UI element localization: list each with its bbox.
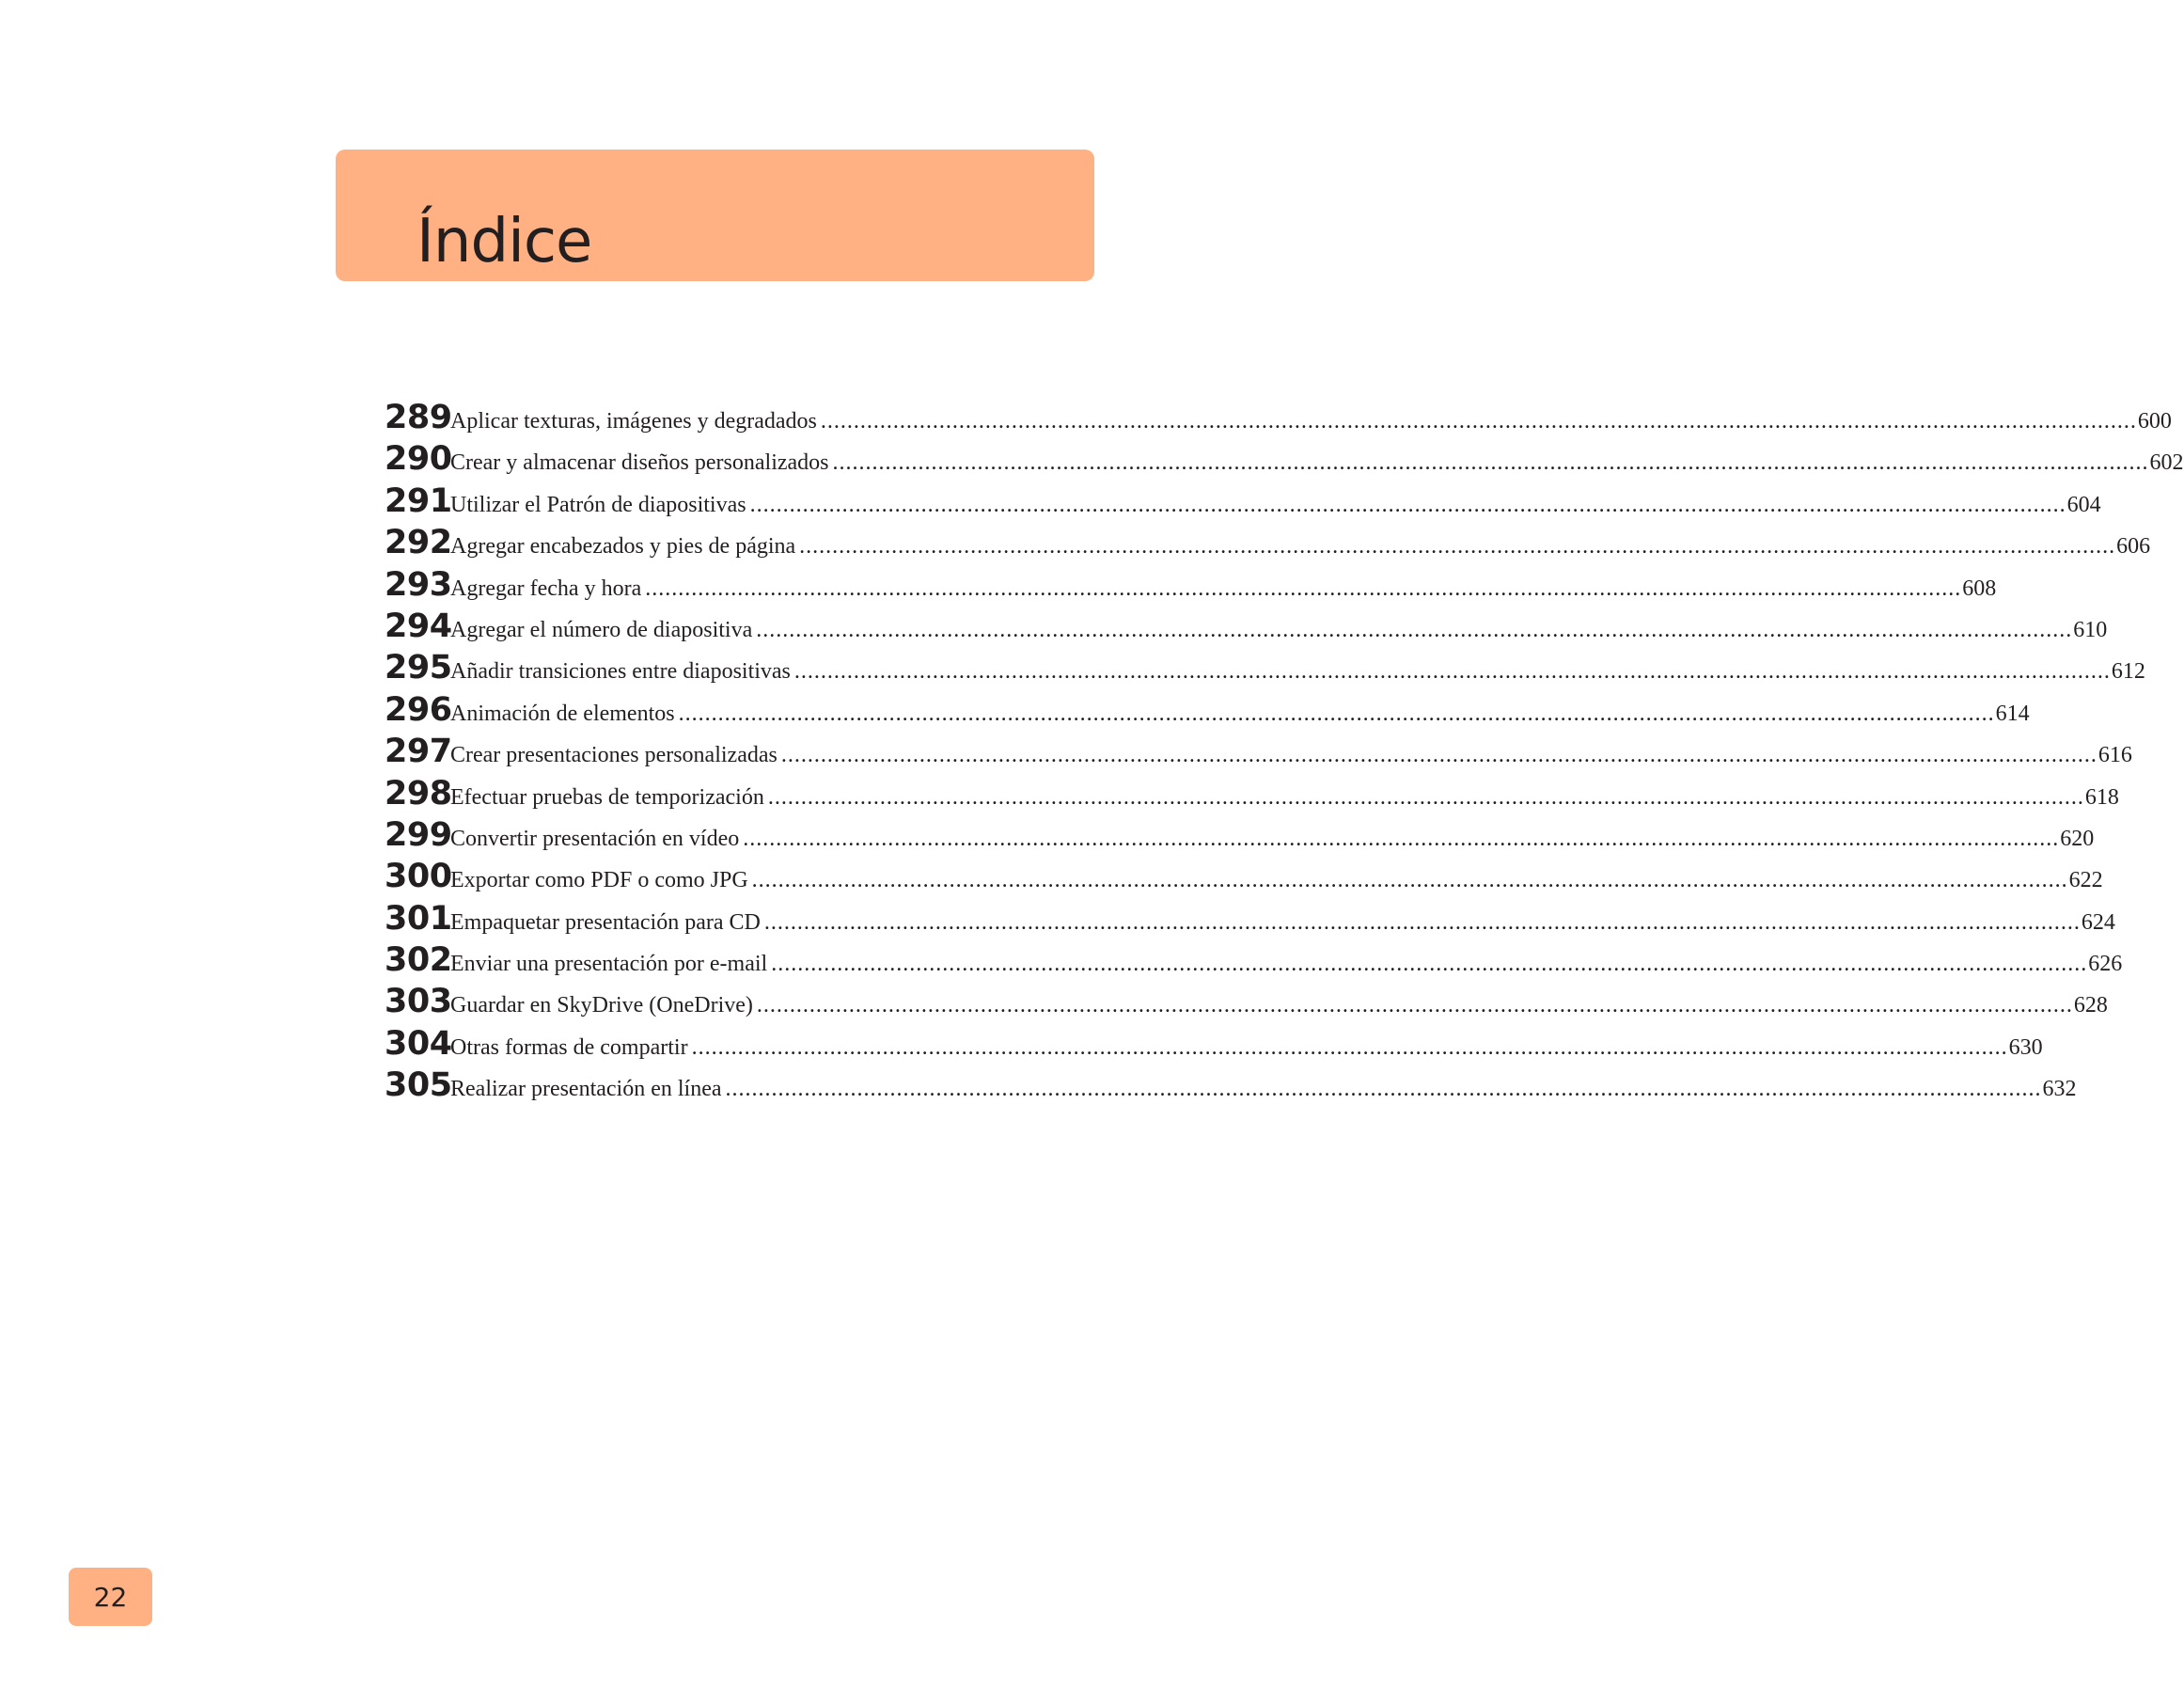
toc-entry-title: Utilizar el Patrón de diapositivas <box>450 492 746 517</box>
toc-entry-title: Aplicar texturas, imágenes y degradados <box>450 409 817 434</box>
toc-entry-title: Añadir transiciones entre diapositivas <box>450 659 791 685</box>
toc-entry-title: Enviar una presentación por e-mail <box>450 952 768 977</box>
toc-entry-title: Agregar el número de diapositiva <box>450 617 753 642</box>
toc-entry-page: 624 <box>2081 909 2115 935</box>
toc-entry-number: 300 <box>385 858 452 896</box>
toc-entry-title: Convertir presentación en vídeo <box>450 826 740 851</box>
toc-entry[interactable] <box>385 481 2101 524</box>
toc-entry-page: 614 <box>1995 701 2030 726</box>
toc-entry-title: Empaquetar presentación para CD <box>450 909 761 935</box>
table-of-contents <box>385 399 2184 1109</box>
toc-entry-page: 618 <box>2084 784 2119 810</box>
toc-entry-number: 305 <box>385 1066 452 1105</box>
toc-leader-dots: ........................................................................................................................................................................................................ <box>749 492 2066 517</box>
toc-entry-number: 293 <box>385 565 452 604</box>
toc-entry-title: Animación de elementos <box>450 701 675 726</box>
toc-entry-page: 628 <box>2073 993 2108 1018</box>
toc-entry[interactable] <box>385 1066 2077 1108</box>
page-number-badge <box>69 1568 152 1626</box>
toc-entry-title: Guardar en SkyDrive (OneDrive) <box>450 993 753 1018</box>
toc-entry[interactable] <box>385 815 2095 858</box>
toc-entry[interactable] <box>385 690 2030 733</box>
toc-entry-page: 616 <box>2098 743 2132 768</box>
toc-leader-dots: ........................................................................................................................................................................................................ <box>799 534 2116 560</box>
toc-leader-dots: ........................................................................................................................................................................................................ <box>771 952 2088 977</box>
toc-entry[interactable] <box>385 524 2151 565</box>
toc-entry-number: 296 <box>385 690 452 729</box>
toc-entry[interactable] <box>385 941 2123 983</box>
toc-entry-number: 290 <box>385 440 452 479</box>
toc-entry-page: 606 <box>2116 534 2151 560</box>
toc-entry-page: 630 <box>2008 1034 2043 1060</box>
toc-entry[interactable] <box>385 607 2108 649</box>
page-title: Índice <box>416 207 592 276</box>
toc-entry-number: 303 <box>385 983 452 1021</box>
toc-entry[interactable] <box>385 565 1997 607</box>
toc-leader-dots: ........................................................................................................................................................................................................ <box>678 701 1995 726</box>
toc-entry[interactable] <box>385 440 2184 481</box>
toc-entry-title: Agregar fecha y hora <box>450 576 642 601</box>
toc-entry-number: 289 <box>385 399 452 436</box>
toc-leader-dots: ........................................................................................................................................................................................................ <box>756 993 2073 1018</box>
toc-entry-number: 291 <box>385 481 452 520</box>
toc-leader-dots: ........................................................................................................................................................................................................ <box>756 617 2073 642</box>
toc-entry-number: 298 <box>385 774 452 813</box>
toc-entry[interactable] <box>385 649 2145 690</box>
toc-entry-page: 622 <box>2068 868 2103 893</box>
toc-entry-number: 299 <box>385 815 452 854</box>
toc-entry[interactable] <box>385 399 2172 440</box>
toc-entry[interactable] <box>385 1024 2043 1066</box>
toc-leader-dots: ........................................................................................................................................................................................................ <box>743 826 2060 851</box>
toc-entry-page: 626 <box>2088 952 2123 977</box>
toc-entry-page: 610 <box>2073 617 2108 642</box>
toc-entry-page: 604 <box>2066 492 2101 517</box>
toc-leader-dots: ........................................................................................................................................................................................................ <box>793 659 2111 685</box>
toc-entry-page: 620 <box>2060 826 2095 851</box>
toc-entry-number: 295 <box>385 649 452 687</box>
page-number: 22 <box>93 1581 128 1613</box>
toc-entry-title: Exportar como PDF o como JPG <box>450 868 748 893</box>
toc-entry-title: Crear presentaciones personalizadas <box>450 743 778 768</box>
toc-entry-title: Otras formas de compartir <box>450 1034 688 1060</box>
toc-entry-title: Agregar encabezados y pies de página <box>450 534 796 560</box>
toc-leader-dots: ........................................................................................................................................................................................................ <box>691 1034 2008 1060</box>
toc-entry[interactable] <box>385 858 2103 899</box>
toc-entry-title: Efectuar pruebas de temporización <box>450 784 764 810</box>
title-banner <box>336 150 1094 281</box>
toc-entry[interactable] <box>385 983 2108 1024</box>
toc-leader-dots: ........................................................................................................................................................................................................ <box>820 409 2137 434</box>
toc-leader-dots: ........................................................................................................................................................................................................ <box>751 868 2068 893</box>
toc-entry-page: 600 <box>2137 409 2172 434</box>
toc-leader-dots: ........................................................................................................................................................................................................ <box>763 909 2081 935</box>
toc-entry-number: 297 <box>385 733 452 771</box>
toc-entry[interactable] <box>385 774 2119 816</box>
toc-entry-page: 632 <box>2042 1077 2077 1102</box>
toc-entry-page: 612 <box>2111 659 2145 685</box>
toc-entry-title: Crear y almacenar diseños personalizados <box>450 450 829 476</box>
toc-entry[interactable] <box>385 899 2115 941</box>
toc-leader-dots: ........................................................................................................................................................................................................ <box>767 784 2084 810</box>
toc-entry-page: 608 <box>1962 576 1997 601</box>
toc-leader-dots: ........................................................................................................................................................................................................ <box>645 576 1962 601</box>
toc-entry-number: 304 <box>385 1024 452 1063</box>
toc-entry-number: 294 <box>385 607 452 645</box>
toc-leader-dots: ........................................................................................................................................................................................................ <box>832 450 2149 476</box>
toc-leader-dots: ........................................................................................................................................................................................................ <box>725 1077 2042 1102</box>
toc-leader-dots: ........................................................................................................................................................................................................ <box>780 743 2098 768</box>
toc-entry[interactable] <box>385 733 2132 774</box>
toc-entry-number: 292 <box>385 524 452 562</box>
toc-entry-number: 302 <box>385 941 452 980</box>
toc-entry-title: Realizar presentación en línea <box>450 1077 722 1102</box>
toc-entry-page: 602 <box>2149 450 2184 476</box>
toc-entry-number: 301 <box>385 899 452 938</box>
